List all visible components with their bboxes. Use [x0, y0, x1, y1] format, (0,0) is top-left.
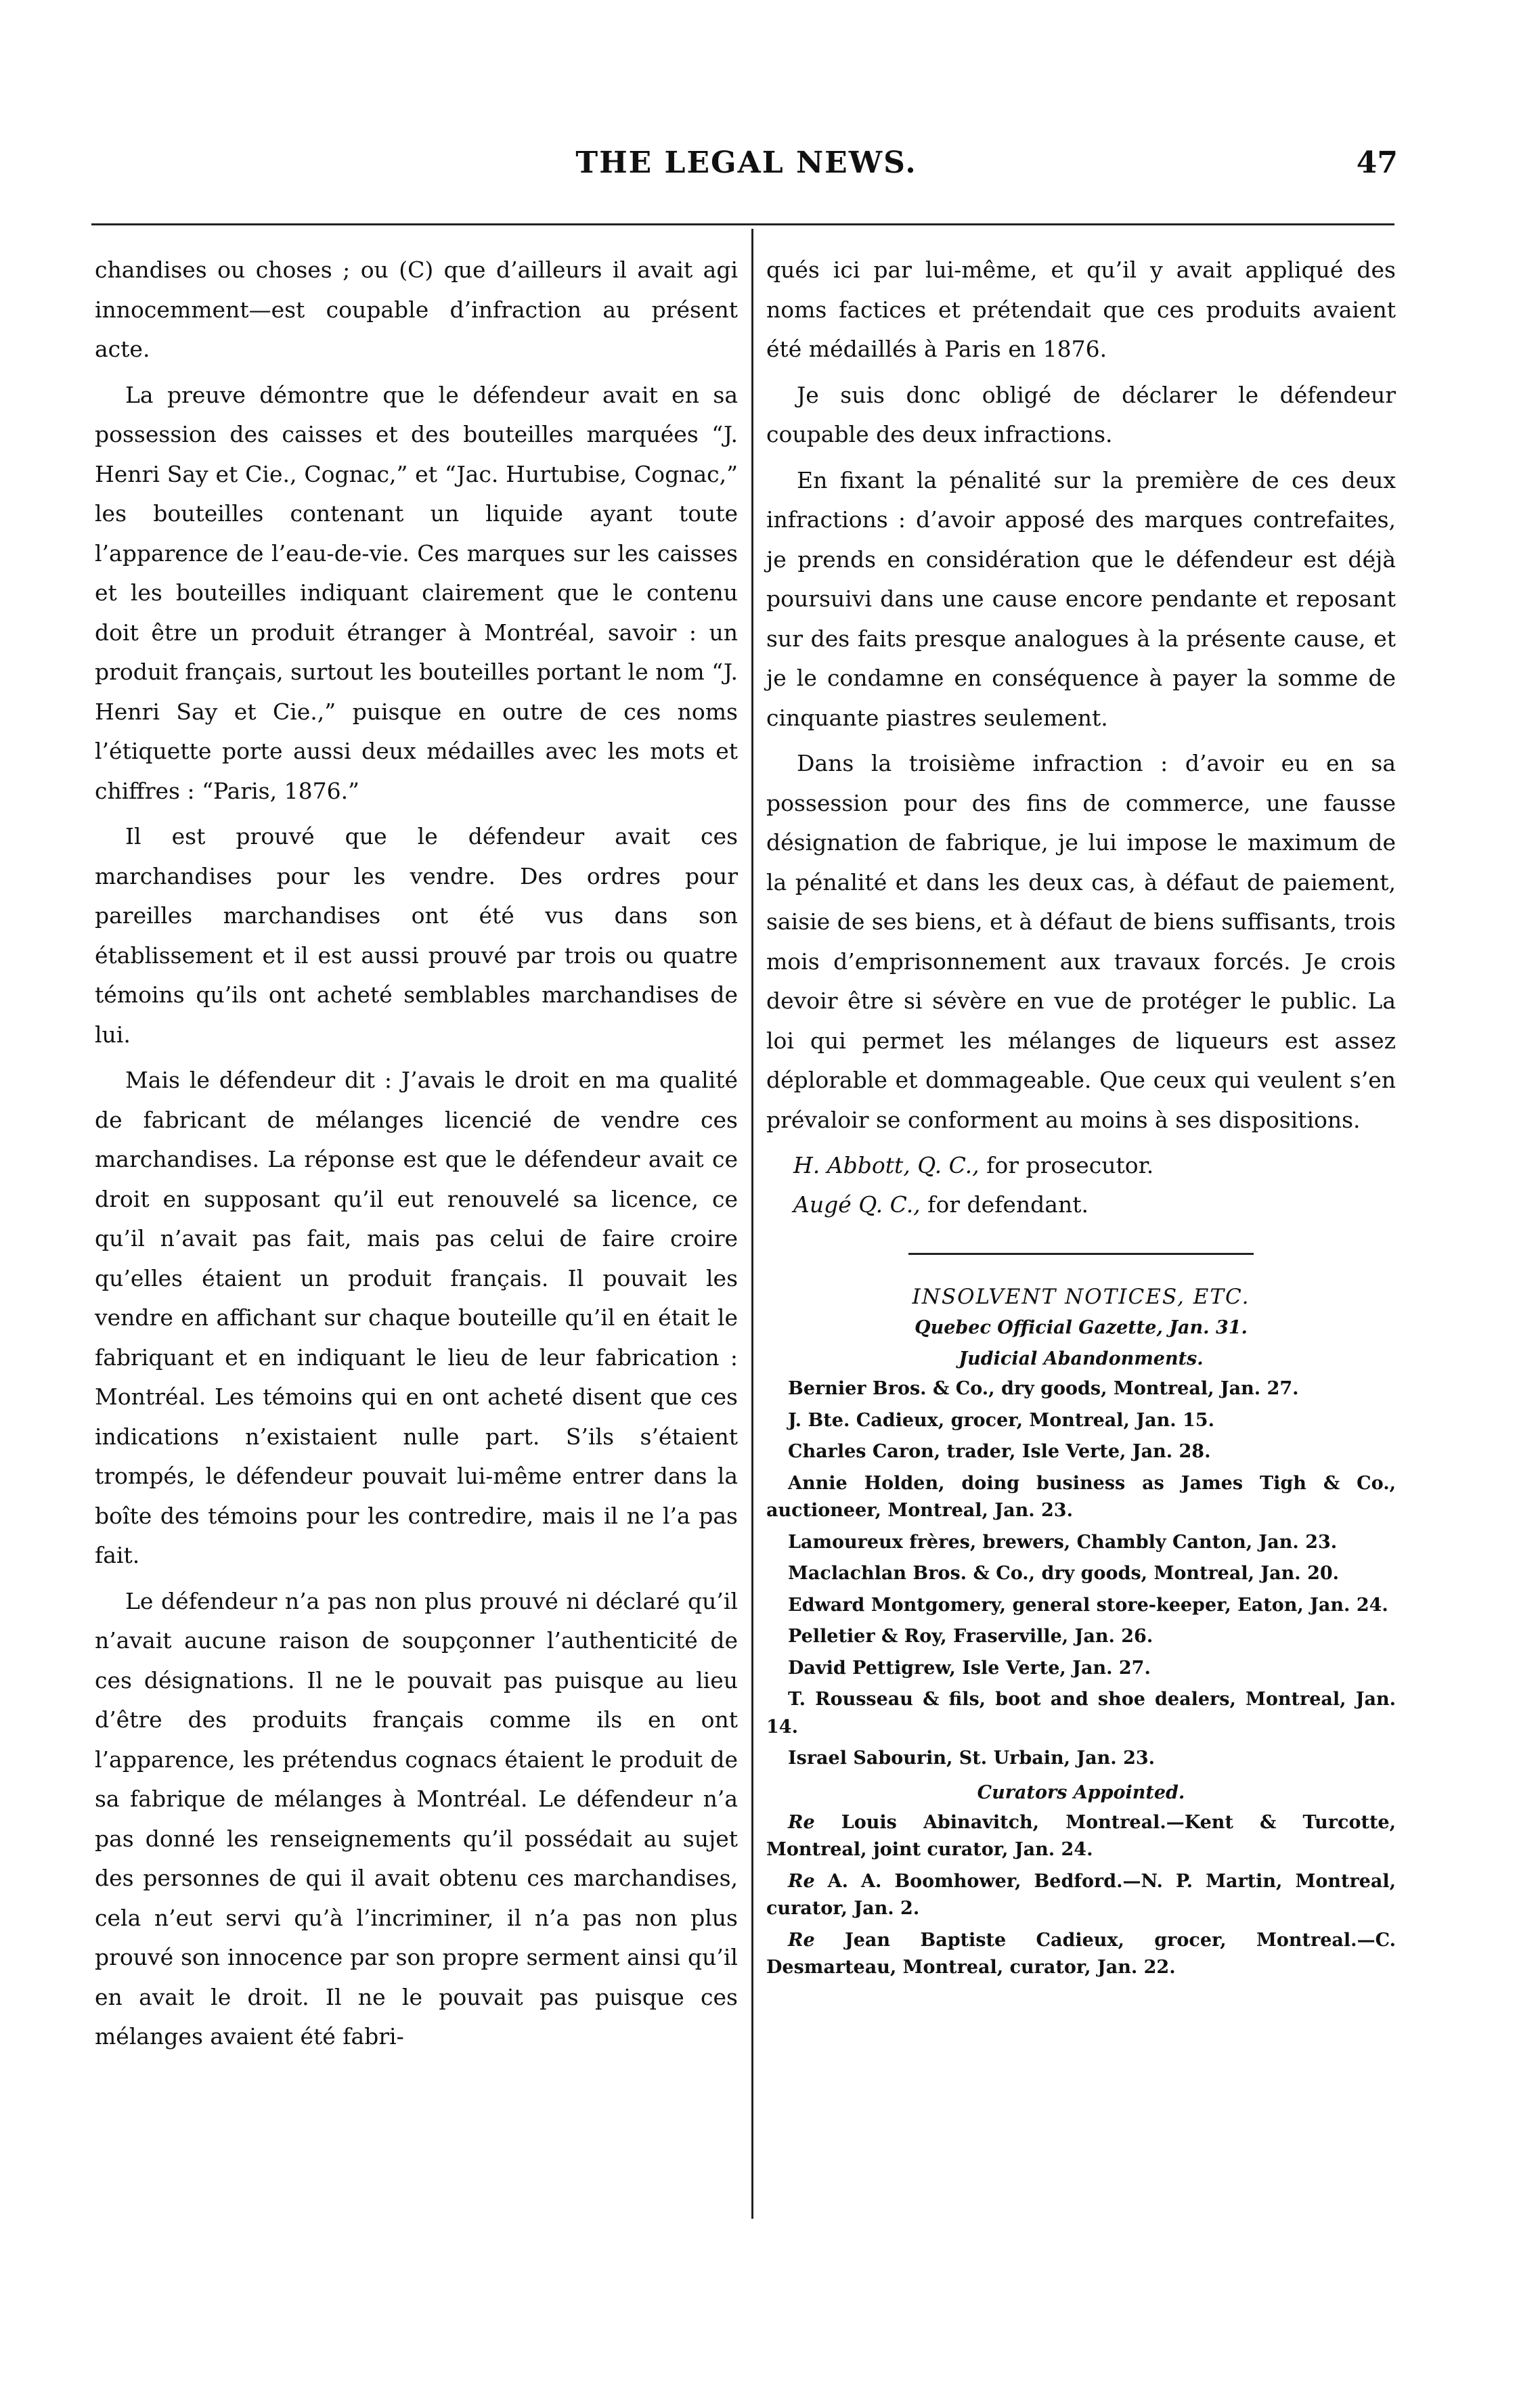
prosecutor-role: for prosecutor.: [986, 1152, 1154, 1178]
notice-entry: Annie Holden, doing business as James Tigh & Co., auctioneer, Montreal, Jan. 23.: [766, 1472, 1396, 1521]
defendant-role: for defendant.: [927, 1191, 1088, 1218]
paragraph: La preuve démontre que le défendeur avait en sa possession des caisses et des bouteilles marquées “J. Henri Say et Cie., Cognac,” et “Jac. Hurtubise, Cognac,” les bouteilles contenant un liquide ayant toute l’apparence de l’eau-de-vie. Ces marques sur les caisses et les bouteilles indiquant clairement que le contenu doit être un produit étranger à Montréal, savoir : un produit français, surtout les bouteilles portant le nom “J. Henri Say et Cie.,” puisque en outre de ces noms l’étiquette porte aussi deux médailles avec les mots et chiffres : “Paris, 1876.”: [95, 381, 738, 804]
notice-entry: David Pettigrew, Isle Verte, Jan. 27.: [788, 1657, 1151, 1679]
notice-entry: J. Bte. Cadieux, grocer, Montreal, Jan. 15.: [788, 1409, 1214, 1431]
notice-entry: Edward Montgomery, general store-keeper, Eaton, Jan. 24.: [788, 1594, 1388, 1616]
running-title: THE LEGAL NEWS.: [575, 146, 917, 180]
re-label: Re: [788, 1870, 815, 1892]
paragraph: Il est prouvé que le défendeur avait ces marchandises pour les vendre. Des ordres pour pareilles marchandises ont été vus dans son établissement et il est aussi prouvé par trois ou quatre témoins qu’ils ont acheté semblables marchandises de lui.: [95, 823, 738, 1048]
prosecutor-name: H. Abbott, Q. C.,: [793, 1152, 980, 1178]
abandonments-heading: Judicial Abandonments.: [959, 1348, 1204, 1369]
paragraph: Je suis donc obligé de déclarer le défendeur coupable des deux infractions.: [766, 381, 1396, 447]
abandonments-list: [766, 1375, 1396, 1773]
gazette-line: Quebec Official Gazette, Jan. 31.: [915, 1317, 1248, 1338]
column-divider: [751, 229, 753, 2219]
re-label: Re: [788, 1929, 815, 1951]
notice-entry: Bernier Bros. & Co., dry goods, Montreal, Jan. 27.: [788, 1378, 1299, 1399]
left-column: [95, 250, 738, 2063]
counsel-defendant: [793, 1185, 1396, 1224]
notice-entry: Maclachlan Bros. & Co., dry goods, Montreal, Jan. 20.: [788, 1563, 1340, 1584]
notice-entry: Lamoureux frères, brewers, Chambly Canton, Jan. 23.: [788, 1531, 1338, 1553]
paragraph: Dans la troisième infraction : d’avoir eu en sa possession pour des fins de commerce, une fausse désignation de fabrique, je lui impose le maximum de la pénalité et dans les deux cas, à défaut de paiement, saisie de ses biens, et à défaut de biens suffisants, trois mois d’emprisonnement aux travaux forcés. Je crois devoir être si sévère en vue de protéger le public. La loi qui permet les mélanges de liqueurs est assez déplorable et dommageable. Que ceux qui veulent s’en prévaloir se conforment au moins à ses dispositions.: [766, 750, 1396, 1133]
curator-text: Jean Baptiste Cadieux, grocer, Montreal.—C. Desmarteau, Montreal, curator, Jan. 22.: [766, 1929, 1396, 1978]
curator-text: A. A. Boomhower, Bedford.—N. P. Martin, Montreal, curator, Jan. 2.: [766, 1870, 1396, 1919]
notice-entry: T. Rousseau & fils, boot and shoe dealers, Montreal, Jan. 14.: [766, 1689, 1396, 1738]
paragraph: En fixant la pénalité sur la première de ces deux infractions : d’avoir apposé des marques contrefaites, je prends en considération que le défendeur est déjà poursuivi dans une cause encore pendante et reposant sur des faits presque analogues à la présente cause, et je le condamne en conséquence à payer la somme de cinquante piastres seulement.: [766, 466, 1396, 731]
curator-entry: [766, 1868, 1396, 1923]
paragraph: Le défendeur n’a pas non plus prouvé ni déclaré qu’il n’avait aucune raison de soupçonner l’authenticité de ces désignations. Il ne le pouvait pas puisque au lieu d’être des produits français comme ils en ont l’apparence, les prétendus cognacs étaient le produit de sa fabrique de mélanges à Montréal. Le défendeur n’a pas donné les renseignements qu’il possédait au sujet des personnes de qui il avait obtenu ces marchandises, cela n’eut servi qu’à l’incriminer, il n’a pas non plus prouvé son innocence par son propre serment ainsi qu’il en avait le droit. Il ne le pouvait pas puisque ces mélanges avaient été fabri-: [95, 1587, 738, 2050]
curator-entry: [766, 1927, 1396, 1982]
notice-entry: Pelletier & Roy, Fraserville, Jan. 26.: [788, 1626, 1153, 1647]
counsel-prosecutor: [793, 1146, 1396, 1185]
curator-entry: [766, 1809, 1396, 1864]
paragraph: Mais le défendeur dit : J’avais le droit en ma qualité de fabricant de mélanges licencié de vendre ces marchandises. La réponse est que le défendeur avait ce droit en supposant qu’il eut renouvelé sa licence, ce qu’il n’avait pas fait, mais pas celui de faire croire qu’elles étaient un produit français. Il pouvait les vendre en affichant sur chaque bouteille qu’il en était le fabriquant et en indiquant le lieu de leur fabrication : Montréal. Les témoins qui en ont acheté disent que ces indications n’existaient nulle part. S’ils s’étaient trompés, le défendeur pouvait lui-même entrer dans la boîte des témoins pour les contredire, mais il ne l’a pas fait.: [95, 1067, 738, 1568]
re-label: Re: [788, 1811, 815, 1833]
paragraph: chandises ou choses ; ou (C) que d’ailleurs il avait agi innocemment—est coupable d’infraction au présent acte.: [95, 257, 738, 362]
page-header: [95, 146, 1398, 193]
notices-title: INSOLVENT NOTICES, ETC.: [912, 1285, 1250, 1309]
paragraph: qués ici par lui-même, et qu’il y avait appliqué des noms factices et prétendait que ces produits avaient été médaillés à Paris en 1876.: [766, 257, 1396, 362]
curators-list: [766, 1809, 1396, 1982]
notice-entry: Israel Sabourin, St. Urbain, Jan. 23.: [788, 1748, 1156, 1769]
notice-entry: Charles Caron, trader, Isle Verte, Jan. 28.: [788, 1441, 1211, 1462]
right-column: [766, 250, 1396, 1986]
curator-text: Louis Abinavitch, Montreal.—Kent & Turcotte, Montreal, joint curator, Jan. 24.: [766, 1811, 1396, 1860]
curators-heading: Curators Appointed.: [977, 1782, 1185, 1803]
page-number: 47: [1356, 146, 1398, 180]
header-rule: [91, 223, 1394, 225]
defendant-name: Augé Q. C.,: [793, 1191, 921, 1218]
section-rule: [908, 1253, 1254, 1255]
